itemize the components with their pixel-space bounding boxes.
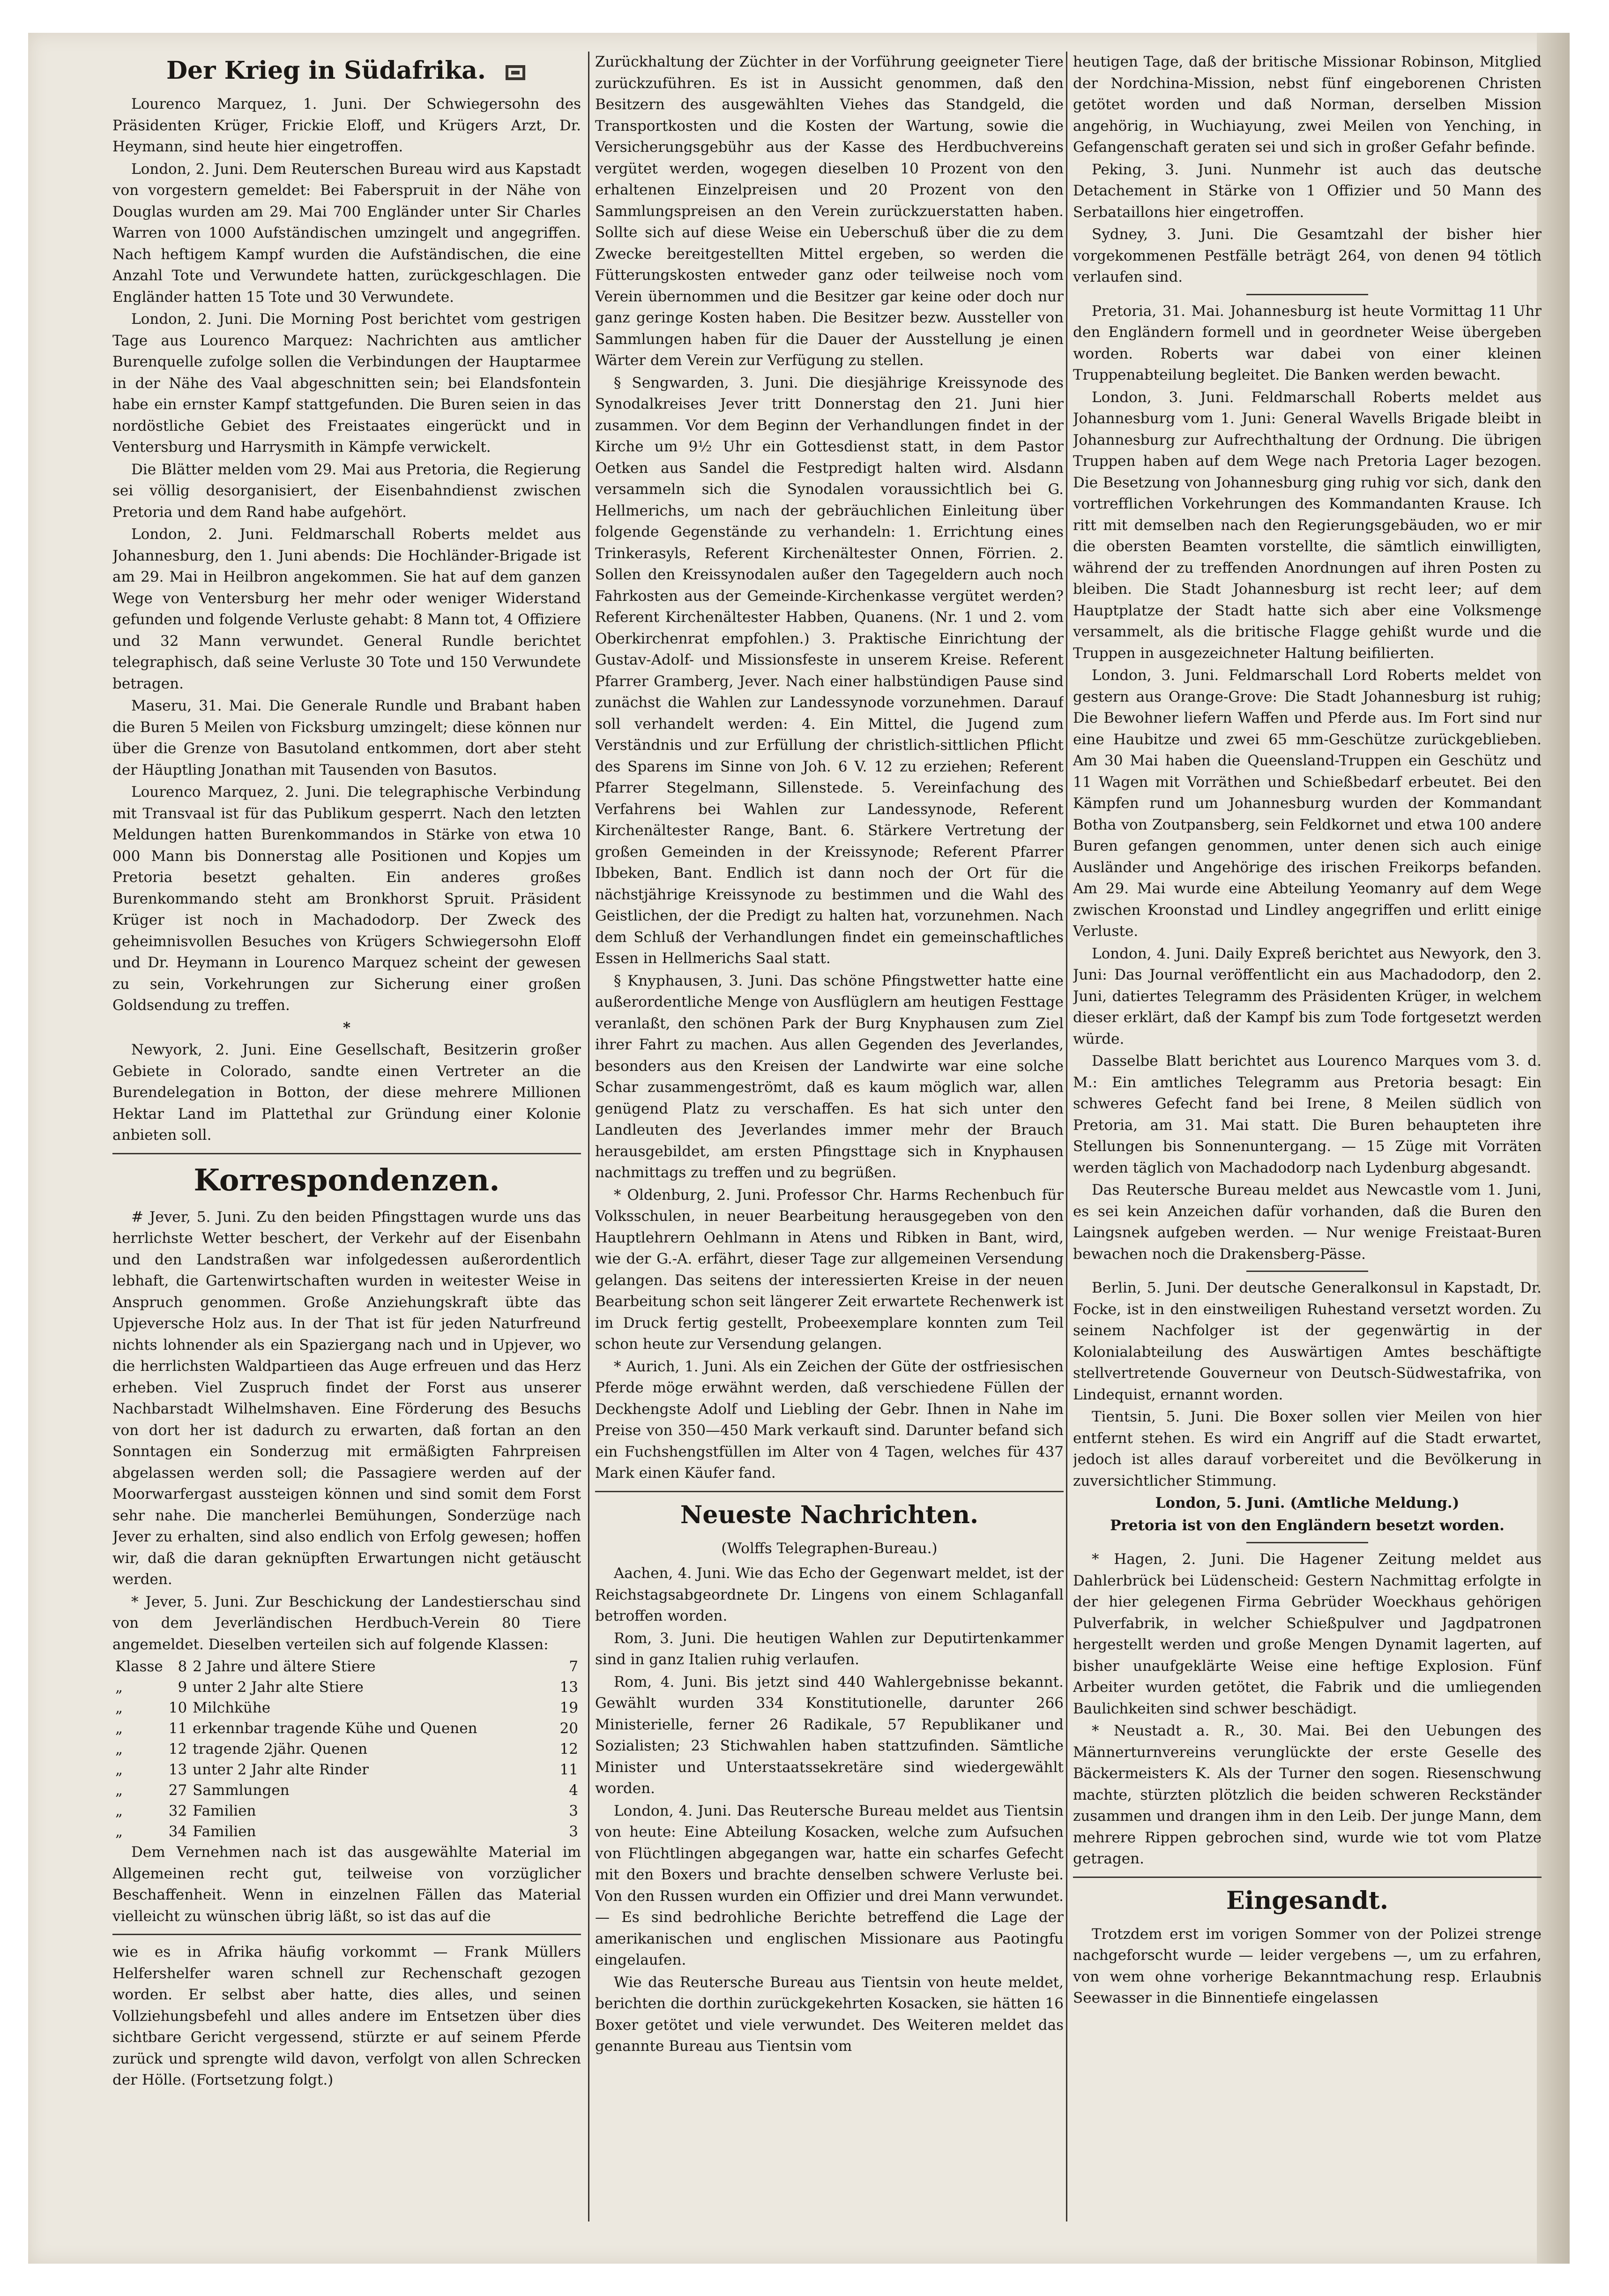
article: London, 4. Juni. Daily Expreß berichtet aus Newyork, den 3. Juni: Das Journal veröffentlicht ein aus Machadodorp, den 2. Juni, datiertes Telegramm des Präsidenten Krüger, in welchem dieser erklärt, daß der Kampf bis zum Tode fortgesetzt werden würde. [1073,945,1542,1047]
table-row: „ 13 unter 2 Jahr alte Rinder 11 [115,1761,578,1778]
table-row: „ 27 Sammlungen 4 [115,1782,578,1799]
feuilleton: wie es in Afrika häufig vorkommt — Frank Müllers Helfershelfer waren schnell zur Rechenschaft gezogen worden. Er selbst aber hatte, dies alles, und seinen Vollziehungsbefehl und alles andere im Entsetzen über dies sichtbare Gericht vergessend, stürzte er auf seinem Pferde zurück und sprengte wild davon, verfolgt von allen Schrecken der Hölle. (Fortsetzung folgt.) [112,1944,581,2088]
table-row: „ 32 Familien 3 [115,1802,578,1819]
column-rule [588,52,589,2221]
article: London, 3. Juni. Feldmarschall Lord Roberts meldet von gestern aus Orange-Grove: Die Stadt Johannesburg ist ruhig; Die Bewohner liefern Waffen und Pferde aus. Im Fort sind nur eine Haubitze und zwei 65 mm-Geschütze zurückgeblieben. Am 30 Mai haben die Queensland-Truppen ein Geschütz und 11 Wagen mit Vorräthen und Schießbedarf erbeutet. Bei den Kämpfen rund um Johannesburg wurden der Kommandant Botha von Zoutpansberg, sein Feldkornet und etwa 100 andere Buren gefangen genommen, unter denen sich auch einige Ausländer und Angehörige des irischen Freikorps befanden. Am 29. Mai wurde eine Abteilung Yeomanry auf dem Wege zwischen Kroonstad und Lindley angegriffen und erlitt einige Verluste. [1073,667,1542,940]
article: Lourenco Marquez, 2. Juni. Die telegraphische Verbindung mit Transvaal ist für das Publikum gesperrt. Nach den letzten Meldungen hatten Burenkommandos in Stärke von etwa 10 000 Mann bis Donnerstag alle Positionen und Kopjes um Pretoria besetzt gehalten. Ein anderes großes Burenkommando steht am Bronkhorst Spruit. Präsident Krüger ist noch in Machadodorp. Der Zweck des geheimnisvollen Besuches von Krügers Schwiegersohn Eloff und Dr. Heymann in Lourenco Marquez scheint der gewesen zu sein, Vorkehrungen zur Sicherung einer großen Goldsendung zu treffen. [112,784,581,1014]
divider [1246,294,1368,295]
article: Rom, 3. Juni. Die heutigen Wahlen zur Deputirtenkammer sind in ganz Italien ruhig verlaufen. [595,1630,1064,1668]
article: * Hagen, 2. Juni. Die Hagener Zeitung meldet aus Dahlerbrück bei Lüdenscheid: Gestern Nachmittag erfolgte in der hier gelegenen Firma Gebrüder Woeckhaus gehörigen Pulverfabrik, in welcher Schießpulver und Jagdpatronen hergestellt werden und große Mengen Dynamit lagerten, auf bisher unaufgeklärte Weise eine heftige Explosion. Fünf Arbeiter wurden getötet, die Fabrik und die umliegenden Baulichkeiten sind schwer beschädigt. [1073,1551,1542,1717]
article: Rom, 4. Juni. Bis jetzt sind 440 Wahlergebnisse bekannt. Gewählt wurden 334 Konstitutionelle, darunter 266 Ministerielle, ferner 26 Radikale, 57 Republikaner und Sozialisten; 23 Stichwahlen haben stattzufinden. Sämtliche Minister und Unterstaatssekretäre sind wiedergewählt worden. [595,1673,1064,1797]
table-row: Klasse 8 2 Jahre und ältere Stiere 7 [115,1658,578,1675]
table-row: „ 12 tragende 2jähr. Quenen 12 [115,1741,578,1758]
article: Aachen, 4. Juni. Wie das Echo der Gegenwart meldet, ist der Reichstagsabgeordnete Dr. Lingens von einem Schlaganfall betroffen worden. [595,1565,1064,1624]
ornament-icon [504,62,527,83]
column-1 [112,52,581,2226]
article: Dasselbe Blatt berichtet aus Lourenco Marques vom 3. d. M.: Ein amtliches Telegramm aus Pretoria besagt: Ein schweres Gefecht fand bei Irene, 8 Meilen südlich von Pretoria, am 31. Mai statt. Die Buren behaupteten ihre Stellungen bis Sonnenuntergang. — 15 Züge mit Vorräten werden täglich von Machadodorp nach Lydenburg abgesandt. [1073,1053,1542,1176]
article: Zurückhaltung der Züchter in der Vorführung geeigneter Tiere zurückzuführen. Es ist in Aussicht genommen, daß den Besitzern des ausgewählten Viehes das Standgeld, die Transportkosten und die Kosten der Wartung, sowie die Versicherungsgebühr aus der Kasse des Herdbuchvereins vergütet werden, wogegen dieselben 10 Prozent von den erhaltenen Einzelpreisen und 20 Prozent von den Sammlungspreisen an den Verein zurückzuerstatten haben. Sollte sich auf diese Weise ein Ueberschuß über die zu dem Zwecke bereitgestellten Mittel ergeben, so werden die Fütterungskosten entweder ganz oder teilweise noch vom Verein übernommen und die Besitzer gar keine oder doch nur ganz geringe Kosten haben. Die Besitzer bezw. Aussteller von Sammlungen haben für die Dauer der Ausstellung je einen Wärter dem Verein zur Verfügung zu stellen. [595,53,1064,369]
article: Wie das Reutersche Bureau aus Tientsin von heute meldet, berichten die dorthin zurückgekehrten Kosacken, sie hätten 16 Boxer getötet und viele verwundet. Des Weiteren meldet das genannte Bureau aus Tientsin vom [595,1974,1064,2055]
article: Die Blätter melden vom 29. Mai aus Pretoria, die Regierung sei völlig desorganisiert, der Eisenbahndienst zwischen Pretoria und dem Rand habe aufgehört. [112,461,581,521]
section-heading: Korrespondenzen. [194,1162,500,1198]
article: Peking, 3. Juni. Nunmehr ist auch das deutsche Detachement in Stärke von 1 Offizier und 50 Mann des Serbataillons hier eingetroffen. [1073,161,1542,221]
section-heading: Der Krieg in Südafrika. [112,54,581,87]
table-row: „ 9 unter 2 Jahr alte Stiere 13 [115,1679,578,1696]
section-heading: Eingesandt. [1226,1886,1388,1915]
article: § Knyphausen, 3. Juni. Das schöne Pfingstwetter hatte eine außerordentliche Menge von Ausflüglern am heutigen Festtage veranlaßt, den schönen Park der Burg Knyphausen zum Ziel ihrer Fahrt zu machen. Aus allen Gegenden des Jeverlandes, besonders aus den Kreisen der Landwirte war eine solche Schar zusammengeströmt, daß es kaum möglich war, allen genügend Platz zu verschaffen. Es hat sich unter den Landleuten des Jeverlandes immer mehr der Brauch herausgebildet, am ersten Pfingsttage sich in Knyphausen nachmittags zu treffen und zu begrüßen. [595,972,1064,1181]
divider [112,1934,581,1935]
article: * Oldenburg, 2. Juni. Professor Chr. Harms Rechenbuch für Volksschulen, in neuer Bearbeitung herausgegeben von den Hauptlehrern Oehlmann in Atens und Ribken in Bant, wird, wie der G.-A. erfährt, dieser Tage zur allgemeinen Versendung gelangen. Das seitens der interessierten Kreise in der neuen Bearbeitung schon seit längerer Zeit erwartete Rechenwerk ist im Druck fertig gestellt, Probeexemplare konnten zum Teil schon heute zur Versendung gelangen. [595,1186,1064,1353]
article: heutigen Tage, daß der britische Missionar Robinson, Mitglied der Nordchina-Mission, nebst fünf eingeborenen Christen getötet worden und daß Norman, derselben Mission angehörig, in Wuchiayung, zwei Meilen von Yenching, in Gefangenschaft geraten sei und sich in großer Gefahr befinde. [1073,53,1542,156]
star-divider: * [343,1019,351,1036]
article: Pretoria, 31. Mai. Johannesburg ist heute Vormittag 11 Uhr den Engländern formell und in geordneter Weise übergeben worden. Roberts war dabei von einer kleinen Truppenabteilung begleitet. Die Banken werden bewacht. [1073,302,1542,383]
section-heading: Neueste Nachrichten. [680,1500,979,1529]
article: * Neustadt a. R., 30. Mai. Bei den Uebungen des Männerturnvereins verunglückte der erste Geselle des Bäckermeisters K. Als der Turner den sogen. Riesenschwung machte, stürzten plötzlich die beiden schweren Reckständer zusammen und drangen ihm in den Leib. Der junge Mann, dem mehrere Rippen gebrochen sind, wurde wie tot vom Platze getragen. [1073,1722,1542,1867]
divider [1246,1542,1368,1543]
divider [1073,1877,1542,1878]
section-subheading: (Wolffs Telegraphen-Bureau.) [721,1540,938,1557]
article: Lourenco Marquez, 1. Juni. Der Schwiegersohn des Präsidenten Krüger, Frickie Eloff, und Krügers Arzt, Dr. Heymann, sind heute hier eingetroffen. [112,96,581,155]
article: § Sengwarden, 3. Juni. Die diesjährige Kreissynode des Synodalkreises Jever tritt Donnerstag den 21. Juni hier zusammen. Vor dem Beginn der Verhandlungen findet in der Kirche um 9½ Uhr ein Gottesdienst statt, in dem Pastor Oetken aus Sandel die Festpredigt halten wird. Alsdann versammeln sich die Synodalen voraussichtlich bei G. Hellmerichs, um nach der gebräuchlichen Einleitung über folgende Gegenstände zu verhandeln: 1. Errichtung eines Trinkerasyls, Referent Kirchenältester Onnen, Förrien. 2. Sollen den Kreissynodalen außer den Tagegeldern auch noch Fahrkosten aus der Gemeinde-Kirchenkasse vergütet werden? Referent Kirchenältester Habben, Quanens. (Nr. 1 und 2. vom Oberkirchenrat empfohlen.) 3. Praktische Einrichtung der Gustav-Adolf- und Missionsfeste in unserem Kreise. Referent Pfarrer Gramberg, Jever. Nach einer halbstündigen Pause sind zunächst die Wahlen zur Landessynode vorzunehmen. Darauf soll verhandelt werden: 4. Ein Mittel, die Jugend zum Verständnis und zur Erfüllung der christlich-sittlichen Pflicht des Sparens im Sinne von Joh. 6 V. 12 zu erziehen; Referent Pfarrer Stegelmann, Sillenstede. 5. Vereinfachung des Verfahrens bei Wahlen zur Landessynode, Referent Kirchenältester Range, Bant. 6. Stärkere Vertretung der großen Gemeinden in der Kreissynode; Referent Pfarrer Ibbeken, Bant. Endlich ist dann noch der Ort für die nächstjährige Kreissynode zu bestimmen und die Wahl des Geistlichen, der die Predigt zu halten hat, vorzunehmen. Nach dem Schluß der Verhandlungen findet ein gemeinschaftliches Essen in Hellmerichs Saal statt. [595,374,1064,967]
article: Berlin, 5. Juni. Der deutsche Generalkonsul in Kapstadt, Dr. Focke, ist in den einstweiligen Ruhestand versetzt worden. Zu seinem Nachfolger ist der gegenwärtig in der Kolonialabteilung des Auswärtigen Amtes beschäftigte stellvertretende Gouverneur von Deutsch-Südwestafrika, von Lindequist, ernannt worden. [1073,1279,1542,1403]
column-2 [595,52,1064,2226]
bold-bulletin: Pretoria ist von den Engländern besetzt worden. [1110,1517,1505,1534]
column-3 [1073,52,1542,2226]
article: * Aurich, 1. Juni. Als ein Zeichen der Güte der ostfriesischen Pferde möge erwähnt werden, daß verschiedene Füllen der Deckhengste Adolf und Liebling der Gebr. Ihnen in Nahe im Preise von 350—450 Mark verkauft sind. Darunter befand sich ein Fuchshengstfüllen im Alter von 4 Tagen, welches für 437 Mark einen Käufer fand. [595,1358,1064,1481]
page-edge [1537,33,1570,2264]
article: Sydney, 3. Juni. Die Gesamtzahl der bisher hier vorgekommenen Pestfälle beträgt 264, von denen 94 tötlich verlaufen sind. [1073,226,1542,285]
table-row: „ 10 Milchkühe 19 [115,1699,578,1716]
divider [1246,1271,1368,1272]
article: London, 4. Juni. Das Reutersche Bureau meldet aus Tientsin von heute: Eine Abteilung Kosacken, welche zum Aufsuchen von Flüchtlingen abgegangen war, hatte ein scharfes Gefecht mit den Boxers und brachte denselben schwere Verluste bei. Von den Russen wurden ein Offizier und drei Mann verwundet. — Es sind bedrohliche Berichte betreffend die Lage der amerikanischen und englischen Missionare aus Paotingfu eingelaufen. [595,1802,1064,1968]
column-rule [1066,52,1067,2221]
article: Tientsin, 5. Juni. Die Boxer sollen vier Meilen von hier entfernt stehen. Es wird ein Angriff auf die Stadt erwartet, jedoch ist alles darauf vorbereitet und die Bevölkerung in zuversichtlicher Stimmung. [1073,1408,1542,1489]
article: Maseru, 31. Mai. Die Generale Rundle und Brabant haben die Buren 5 Meilen von Ficksburg umzingelt; diese können nur über die Grenze von Basutoland entkommen, dort aber steht der Häuptling Jonathan mit Tausenden von Basutos. [112,697,581,778]
bold-bulletin: London, 5. Juni. (Amtliche Meldung.) [1155,1495,1460,1511]
class-table [112,1656,581,1842]
table-row: „ 11 erkennbar tragende Kühe und Quenen 20 [115,1720,578,1737]
article: Das Reutersche Bureau meldet aus Newcastle vom 1. Juni, es sei kein Anzeichen dafür vorhanden, daß die Buren den Laingsnek aufgeben werden. — Nur wenige Freistaat-Buren bewachen noch die Drakensberg-Pässe. [1073,1182,1542,1263]
article: Dem Vernehmen nach ist das ausgewählte Material im Allgemeinen recht gut, teilweise von vorzüglicher Beschaffenheit. Wenn in einzelnen Fällen das Material vielleicht zu wünschen übrig läßt, so ist das auf die [112,1844,581,1925]
article: London, 2. Juni. Dem Reuterschen Bureau wird aus Kapstadt von vorgestern gemeldet: Bei Faberspruit in der Nähe von Douglas wurden am 29. Mai 700 Engländer unter Sir Charles Warren von 1000 Aufständischen umzingelt und angegriffen. Nach heftigem Kampf wurden die Aufständischen, die eine Anzahl Tote und Verwundete hatten, zurückgeschlagen. Die Engländer hatten 15 Tote und 30 Verwundete. [112,160,581,306]
article: * Jever, 5. Juni. Zur Beschickung der Landestierschau sind von dem Jeverländischen Herdbuch-Verein 80 Tiere angemeldet. Dieselben verteilen sich auf folgende Klassen: [112,1593,581,1653]
article: Newyork, 2. Juni. Eine Gesellschaft, Besitzerin großer Gebiete in Colorado, sandte einen Vertreter an die Burendelegation in Botton, der diese mehrere Millionen Hektar Land im Plattethal zur Gründung einer Kolonie anbieten soll. [112,1041,581,1144]
article: London, 2. Juni. Feldmarschall Roberts meldet aus Johannesburg, den 1. Juni abends: Die Hochländer-Brigade ist am 29. Mai in Heilbron angekommen. Sie hat auf dem ganzen Wege von Ventersburg her mehr oder weniger Widerstand gefunden und folgende Verluste gehabt: 8 Mann tot, 4 Offiziere und 32 Mann verwundet. General Rundle berichtet telegraphisch, daß seine Verluste 30 Tote und 150 Verwundete betragen. [112,526,581,692]
table-row: „ 34 Familien 3 [115,1823,578,1840]
newspaper-page [28,33,1570,2264]
article: London, 2. Juni. Die Morning Post berichtet vom gestrigen Tage aus Lourenco Marquez: Nachrichten aus amtlicher Burenquelle zufolge sollen die Verbindungen der Hauptarmee in der Nähe des Vaal abgeschnitten sein; bei Elandsfontein habe ein ernster Kampf stattgefunden. Die Buren seien in das nordöstliche Gebiet des Freistaates eingerückt und in Ventersburg und Harrysmith in Kämpfe verwickelt. [112,311,581,456]
article: Trotzdem erst im vorigen Sommer von der Polizei strenge nachgeforscht wurde — leider vergebens —, um zu erfahren, von wem ohne vorherige Bekanntmachung resp. Erlaubnis Seewasser in die Binnentiefe eingelassen [1073,1925,1542,2006]
article: London, 3. Juni. Feldmarschall Roberts meldet aus Johannesburg vom 1. Juni: General Wavells Brigade bleibt in Johannesburg zur Aufrechthaltung der Ordnung. Die übrigen Truppen haben auf dem Wege nach Pretoria Lager bezogen. Die Besetzung von Johannesburg ging ruhig vor sich, dank den vortrefflichen Vorkehrungen des Kommandanten Krause. Ich ritt mit demselben nach den Regierungsgebäuden, wo er mir die obersten Beamten vorstellte, die sämtlich einwilligten, während der zu treffenden Anordnungen auf ihren Posten zu bleiben. Die Stadt Johannesburg ist recht leer; auf dem Hauptplatze der Stadt hatte sich aber eine Volksmenge versammelt, als die britische Flagge gehißt wurde und die Truppen in ausgezeichneter Haltung beifilierten. [1073,389,1542,662]
divider [112,1153,581,1154]
divider [595,1491,1064,1492]
article: # Jever, 5. Juni. Zu den beiden Pfingsttagen wurde uns das herrlichste Wetter beschert, der Verkehr auf der Eisenbahn und den Landstraßen war infolgedessen außerordentlich lebhaft, die Gartenwirtschaften wurden in weitester Weise in Anspruch genommen. Große Anziehungskraft übte das Upjeversche Holz aus. In der That ist für jeden Naturfreund nichts lohnender als ein Spaziergang nach und in Upjever, wo die herrlichsten Waldpartieen das Auge erfreuen und das Herz erheben. Viel Zuspruch findet der Forst aus unserer Nachbarstadt Wilhelmshaven. Eine Förderung des Besuchs von dort her ist dadurch zu erwarten, daß fortan an den Sonntagen ein Sonderzug mit ermäßigten Fahrpreisen abgelassen werden soll; die Passagiere werden auf der Moorwarfergast aussteigen können und sind somit dem Forst sehr nahe. Die mancherlei Bemühungen, Sonderzüge nach Jever zu erhalten, sind also endlich von Erfolg gewesen; hoffen wir, daß die daran geknüpften Erwartungen nicht getäuscht werden. [112,1208,581,1588]
